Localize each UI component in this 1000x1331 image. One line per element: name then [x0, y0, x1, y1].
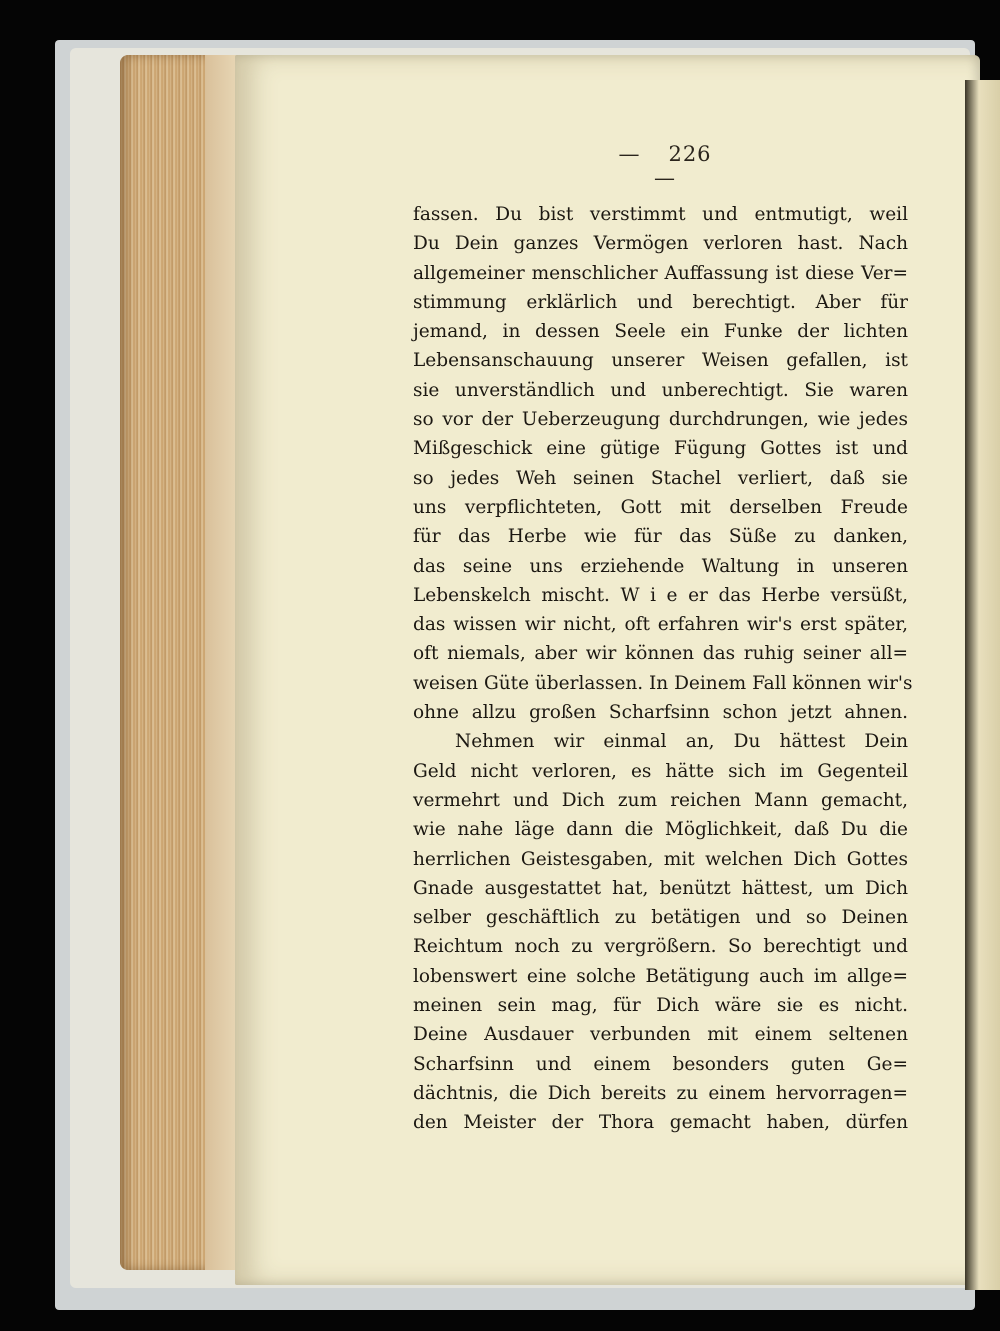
header-dash-right: — [654, 166, 676, 190]
text-line: vermehrt und Dich zum reichen Mann gemacht, [413, 789, 908, 811]
page-header [590, 142, 740, 190]
text-line: das wissen wir nicht, oft erfahren wir's erst später, [413, 614, 908, 636]
text-line: ohne allzu großen Scharfsinn schon jetzt ahnen. [413, 702, 908, 724]
text-line: fassen. Du bist verstimmt und entmutigt, weil [413, 204, 908, 225]
facing-page-edge [965, 80, 1000, 1290]
text-line: selber geschäftlich zu betätigen und so Deinen [413, 907, 908, 929]
text-line: Geld nicht verloren, es hätte sich im Gegenteil [413, 760, 908, 782]
text-line: Lebensanschauung unserer Weisen gefallen, ist [413, 350, 908, 372]
text-line: so vor der Ueberzeugung durchdrungen, wie jedes [413, 409, 908, 431]
text-line: Reichtum noch zu vergrößern. So berechtigt und [413, 936, 908, 958]
text-line: das seine uns erziehende Waltung in unseren [413, 555, 908, 577]
text-line: lobenswert eine solche Betätigung auch im allge= [413, 965, 908, 987]
text-line: weisen Güte überlassen. In Deinem Fall können wir's [413, 672, 913, 694]
body-text [413, 200, 913, 1138]
text-line: oft niemals, aber wir können das ruhig seiner all= [413, 643, 908, 665]
text-line: den Meister der Thora gemacht haben, dürfen [413, 1112, 908, 1134]
text-line: uns verpflichteten, Gott mit derselben Freude [413, 496, 908, 518]
text-line: stimmung erklärlich und berechtigt. Aber für [413, 291, 908, 313]
text-line: herrlichen Geistesgaben, mit welchen Dich Gottes [413, 848, 908, 870]
text-line: Mißgeschick eine gütige Fügung Gottes ist und [413, 438, 908, 460]
text-line: meinen sein mag, für Dich wäre sie es nicht. [413, 995, 908, 1017]
text-line: Scharfsinn und einem besonders guten Ge= [413, 1053, 908, 1075]
text-line: Gnade ausgestattet hat, benützt hättest, um Dich [413, 877, 908, 899]
text-line: Lebenskelch mischt. W i e er das Herbe versüßt, [413, 584, 908, 606]
header-dash-left: — [618, 142, 641, 166]
text-line: sie unverständlich und unberechtigt. Sie waren [413, 379, 908, 401]
text-line: so jedes Weh seinen Stachel verliert, daß sie [413, 467, 908, 489]
text-line: Deine Ausdauer verbunden mit einem seltenen [413, 1024, 908, 1046]
text-line: dächtnis, die Dich bereits zu einem hervorragen= [413, 1082, 908, 1104]
text-line: allgemeiner menschlicher Auffassung ist diese Ver= [413, 262, 908, 284]
text-line: wie nahe läge dann die Möglichkeit, daß Du die [413, 819, 908, 841]
text-line: Du Dein ganzes Vermögen verloren hast. Nach [413, 233, 908, 255]
text-line: jemand, in dessen Seele ein Funke der lichten [413, 321, 908, 343]
text-line: für das Herbe wie für das Süße zu danken, [413, 526, 908, 548]
text-line: Nehmen wir einmal an, Du hättest Dein [455, 731, 908, 753]
page-number: 226 [668, 142, 712, 166]
